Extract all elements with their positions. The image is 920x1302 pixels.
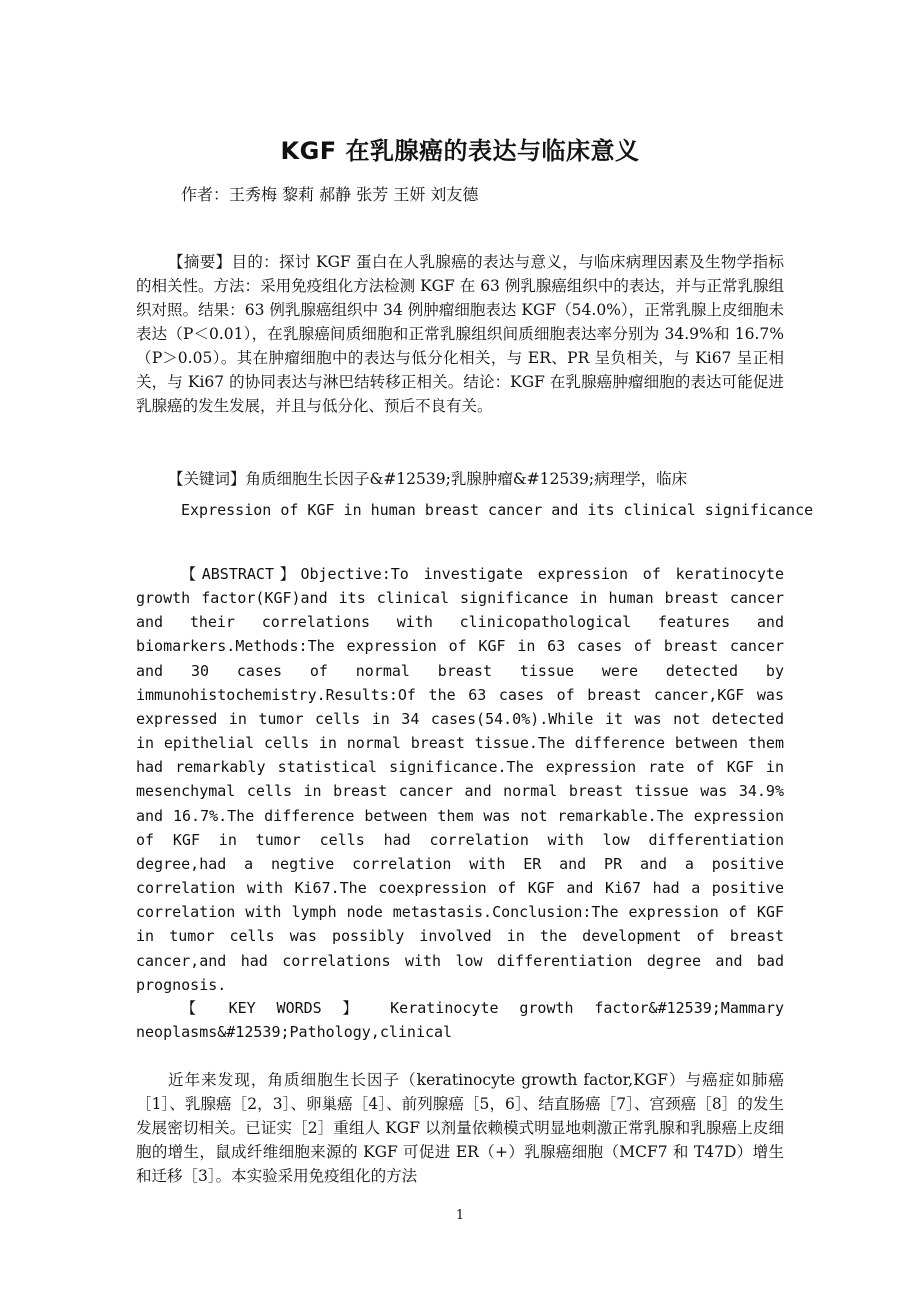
author-list: 作者：王秀梅 黎莉 郝静 张芳 王妍 刘友德 bbox=[181, 185, 479, 204]
chinese-keywords bbox=[136, 467, 784, 491]
english-abstract bbox=[136, 562, 784, 997]
page-number: 1 bbox=[455, 1208, 465, 1223]
english-abstract-label: 【ABSTRACT】 bbox=[181, 565, 301, 583]
paper-title: KGF 在乳腺癌的表达与临床意义 bbox=[280, 137, 640, 166]
chinese-abstract-label: 【摘要】 bbox=[168, 252, 232, 271]
chinese-abstract-text: 目的：探讨 KGF 蛋白在人乳腺癌的表达与意义，与临床病理因素及生物学指标的相关性。方法：采用免疫组化方法检测 KGF 在 63 例乳腺癌组织中的表达，并与正常乳腺组织对照。结果：63 例乳腺癌组织中 34 例肿瘤细胞表达 KGF（54.0%），正常乳腺上皮细胞未表达（P＜0.01），在乳腺癌间质细胞和正常乳腺组织间质细胞表达率分别为 34.9%和 16.7%（P＞0.05）。其在肿瘤细胞中的表达与低分化相关，与 ER、PR 呈负相关，与 Ki67 呈正相关，与 Ki67 的协同表达与淋巴结转移正相关。结论：KGF 在乳腺癌肿瘤细胞的表达可能促进乳腺癌的发生发展，并且与低分化、预后不良有关。 bbox=[136, 252, 784, 415]
english-abstract-text: Objective:To investigate expression of keratinocyte growth factor(KGF)and its clinical significance in human breast cancer and their correlations with clinicopathological features and biomarkers.Methods:The expression of KGF in 63 cases of breast cancer and 30 cases of normal breast tissue were detected by immunohistochemistry.Results:Of the 63 cases of breast cancer,KGF was expressed in tumor cells in 34 cases(54.0%).While it was not detected in epithelial cells in normal breast tissue.The difference between them had remarkably statistical significance.The expression rate of KGF in mesenchymal cells in breast cancer and normal breast tissue was 34.9% and 16.7%.The difference between them was not remarkable.The expression of KGF in tumor cells had correlation with low differentiation degree,had a negtive correlation with ER and PR and a positive correlation with Ki67.The coexpression of KGF and Ki67 had a positive correlation with lymph node metastasis.Conclusion:The expression of KGF in tumor cells was possibly involved in the development of breast cancer,and had correlations with low differentiation degree and bad prognosis. bbox=[136, 565, 784, 994]
introduction-paragraph: 近年来发现，角质细胞生长因子（keratinocyte growth factor,KGF）与癌症如肺癌［1］、乳腺癌［2，3］、卵巢癌［4］、前列腺癌［5，6］、结直肠癌［7］、宫颈癌［8］的发生发展密切相关。已证实［2］重组人 KGF 以剂量依赖模式明显地刺激正常乳腺和乳腺癌上皮细胞的增生，鼠成纤维细胞来源的 KGF 可促进 ER（+）乳腺癌细胞（MCF7 和 T47D）增生和迁移［3］。本实验采用免疫组化的方法 bbox=[136, 1070, 784, 1185]
chinese-keywords-text: 角质细胞生长因子&#12539;乳腺肿瘤&#12539;病理学，临床 bbox=[245, 469, 688, 488]
english-title: Expression of KGF in human breast cancer and its clinical significance bbox=[181, 501, 814, 519]
chinese-abstract bbox=[136, 250, 784, 418]
english-keywords-text: Keratinocyte growth factor&#12539;Mammary neoplasms&#12539;Pathology,clinical bbox=[136, 999, 785, 1041]
english-keywords bbox=[136, 996, 784, 1044]
chinese-keywords-label: 【关键词】 bbox=[168, 469, 246, 488]
english-keywords-label: 【 KEY WORDS 】 bbox=[181, 999, 370, 1017]
